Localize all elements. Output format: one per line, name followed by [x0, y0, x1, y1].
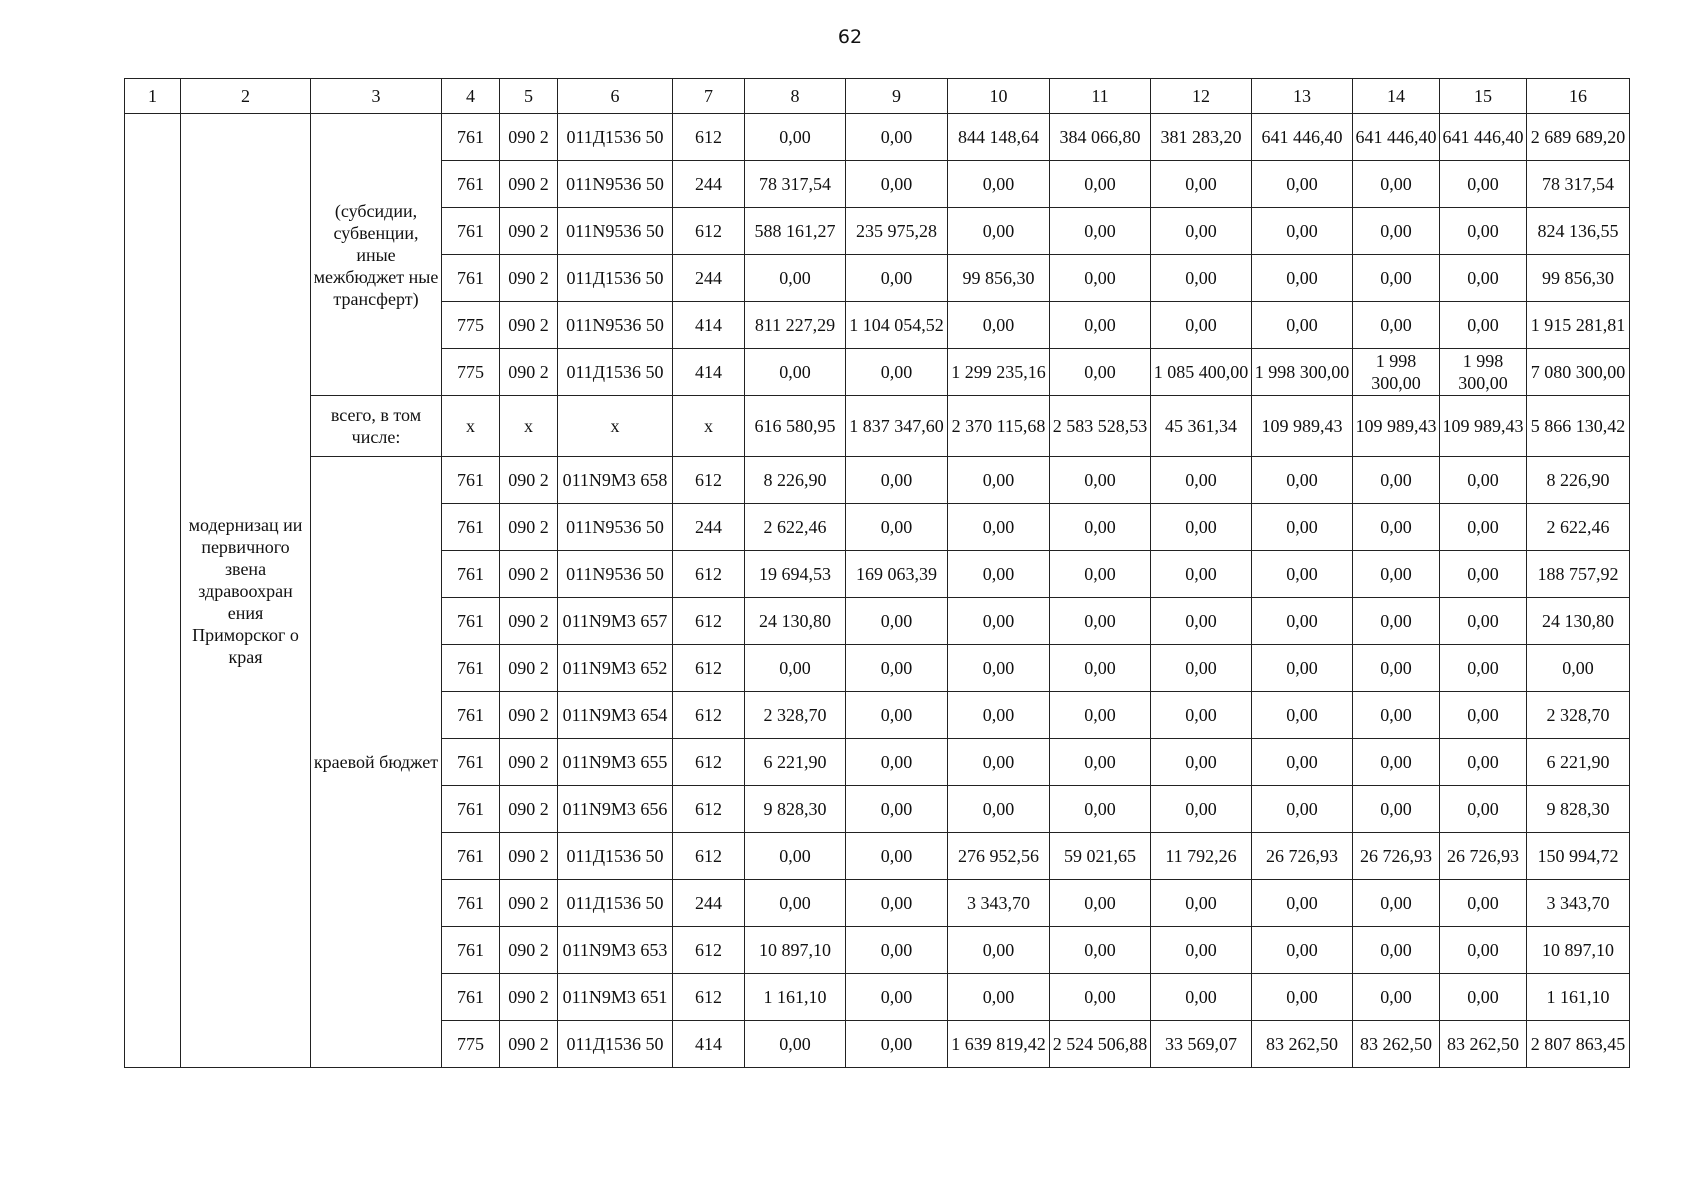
table-cell: 090 2 [500, 598, 558, 645]
table-cell: 011N9536 50 [558, 504, 673, 551]
table-cell: 0,00 [1151, 645, 1252, 692]
table-cell: 612 [673, 692, 745, 739]
table-cell: 0,00 [1151, 786, 1252, 833]
table-cell: 0,00 [1050, 645, 1151, 692]
table-cell: 775 [442, 349, 500, 396]
table-cell: 612 [673, 833, 745, 880]
table-cell: 2 328,70 [1527, 692, 1630, 739]
table-cell: 244 [673, 161, 745, 208]
table-cell: 2 622,46 [1527, 504, 1630, 551]
table-cell: 0,00 [1440, 504, 1527, 551]
table-cell: 0,00 [948, 302, 1050, 349]
table-cell: 011Д1536 50 [558, 880, 673, 927]
table-cell: 1 998 300,00 [1252, 349, 1353, 396]
table-cell: 0,00 [846, 504, 948, 551]
table-cell: 0,00 [846, 114, 948, 161]
table-cell: 1 161,10 [745, 974, 846, 1021]
table-cell: 761 [442, 927, 500, 974]
table-cell: 2 328,70 [745, 692, 846, 739]
table-cell: 2 370 115,68 [948, 396, 1050, 457]
table-cell: 7 080 300,00 [1527, 349, 1630, 396]
table-cell: 244 [673, 255, 745, 302]
table-cell: 090 2 [500, 302, 558, 349]
table-cell: 761 [442, 457, 500, 504]
table-cell: 78 317,54 [745, 161, 846, 208]
table-cell: 0,00 [1252, 504, 1353, 551]
table-cell: 1 998 300,00 [1353, 349, 1440, 396]
table-cell: 761 [442, 208, 500, 255]
table-cell: 10 897,10 [745, 927, 846, 974]
header-cell: 12 [1151, 79, 1252, 114]
header-cell: 4 [442, 79, 500, 114]
table-cell: 761 [442, 786, 500, 833]
table-cell: 0,00 [1252, 927, 1353, 974]
table-cell: 9 828,30 [1527, 786, 1630, 833]
source-label-regional: краевой бюджет [311, 457, 442, 1068]
table-cell: 0,00 [745, 349, 846, 396]
table-cell: 0,00 [1353, 208, 1440, 255]
table-cell: 090 2 [500, 208, 558, 255]
header-cell: 15 [1440, 79, 1527, 114]
header-cell: 7 [673, 79, 745, 114]
table-cell: 761 [442, 161, 500, 208]
table-cell: 761 [442, 833, 500, 880]
table-cell: 761 [442, 551, 500, 598]
table-cell: 011N9M3 653 [558, 927, 673, 974]
table-cell: 26 726,93 [1252, 833, 1353, 880]
table-cell: x [442, 396, 500, 457]
table-cell: 45 361,34 [1151, 396, 1252, 457]
header-cell: 16 [1527, 79, 1630, 114]
total-row [125, 396, 1630, 457]
table-cell: 0,00 [1151, 504, 1252, 551]
table-cell: 0,00 [1050, 208, 1151, 255]
table-cell: 0,00 [948, 739, 1050, 786]
table-cell: 011Д1536 50 [558, 349, 673, 396]
table-cell: 83 262,50 [1440, 1021, 1527, 1068]
table-cell: 612 [673, 598, 745, 645]
table-cell: 761 [442, 645, 500, 692]
table-cell: 0,00 [1252, 255, 1353, 302]
table-cell: 0,00 [1440, 880, 1527, 927]
table-cell: 1 299 235,16 [948, 349, 1050, 396]
table-cell: 616 580,95 [745, 396, 846, 457]
table-cell: 2 689 689,20 [1527, 114, 1630, 161]
table-cell: 0,00 [1252, 739, 1353, 786]
table-cell: 612 [673, 645, 745, 692]
table-cell: 5 866 130,42 [1527, 396, 1630, 457]
table-cell: 0,00 [1353, 739, 1440, 786]
table-cell: 1 085 400,00 [1151, 349, 1252, 396]
table-cell: 090 2 [500, 161, 558, 208]
table-cell: 1 639 819,42 [948, 1021, 1050, 1068]
table-cell: 2 524 506,88 [1050, 1021, 1151, 1068]
table-row [125, 114, 1630, 161]
table-cell: 3 343,70 [1527, 880, 1630, 927]
table-cell: 0,00 [1151, 302, 1252, 349]
table-cell: 0,00 [1050, 927, 1151, 974]
table-cell: 0,00 [1252, 880, 1353, 927]
table-cell: 244 [673, 504, 745, 551]
table-cell: 090 2 [500, 551, 558, 598]
table-cell: 59 021,65 [1050, 833, 1151, 880]
table-cell: 381 283,20 [1151, 114, 1252, 161]
table-cell: 0,00 [846, 645, 948, 692]
table-cell: 0,00 [1353, 974, 1440, 1021]
table-cell: 011N9536 50 [558, 551, 673, 598]
table-cell: 761 [442, 598, 500, 645]
table-cell: 0,00 [846, 161, 948, 208]
table-cell: 26 726,93 [1353, 833, 1440, 880]
table-cell: 1 915 281,81 [1527, 302, 1630, 349]
table-cell: 011N9M3 656 [558, 786, 673, 833]
header-row [125, 79, 1630, 114]
header-cell: 8 [745, 79, 846, 114]
table-cell: 0,00 [1440, 302, 1527, 349]
table-cell: 641 446,40 [1353, 114, 1440, 161]
table-cell: 0,00 [846, 739, 948, 786]
table-cell: 0,00 [1252, 161, 1353, 208]
table-cell: 0,00 [1151, 880, 1252, 927]
table-cell: 0,00 [948, 692, 1050, 739]
table-cell: 1 837 347,60 [846, 396, 948, 457]
table-cell: 0,00 [948, 598, 1050, 645]
header-cell: 2 [181, 79, 311, 114]
table-cell: 811 227,29 [745, 302, 846, 349]
table-cell: 8 226,90 [1527, 457, 1630, 504]
table-cell: 0,00 [1252, 974, 1353, 1021]
table-cell: 090 2 [500, 504, 558, 551]
table-cell: 2 807 863,45 [1527, 1021, 1630, 1068]
table-cell: 0,00 [1353, 302, 1440, 349]
table-cell: 0,00 [846, 1021, 948, 1068]
table-cell: 011Д1536 50 [558, 114, 673, 161]
table-cell: 414 [673, 302, 745, 349]
table-cell: 011N9M3 658 [558, 457, 673, 504]
table-cell: 0,00 [1050, 161, 1151, 208]
table-cell: 090 2 [500, 833, 558, 880]
table-cell: 11 792,26 [1151, 833, 1252, 880]
table-cell: 0,00 [1050, 974, 1151, 1021]
table-cell: 384 066,80 [1050, 114, 1151, 161]
table-cell: 0,00 [1440, 692, 1527, 739]
table-cell: 612 [673, 551, 745, 598]
table-cell: 612 [673, 114, 745, 161]
header-cell: 1 [125, 79, 181, 114]
table-cell: 090 2 [500, 692, 558, 739]
table-cell: 1 104 054,52 [846, 302, 948, 349]
table-cell: 78 317,54 [1527, 161, 1630, 208]
table-cell: 0,00 [948, 208, 1050, 255]
table-cell: 414 [673, 349, 745, 396]
table-cell: 0,00 [948, 504, 1050, 551]
table-cell: 24 130,80 [1527, 598, 1630, 645]
table-cell: 0,00 [846, 349, 948, 396]
table-cell: 0,00 [1353, 598, 1440, 645]
table-cell: 0,00 [1440, 255, 1527, 302]
table-cell: 0,00 [1151, 551, 1252, 598]
table-cell: 2 622,46 [745, 504, 846, 551]
table-cell: 612 [673, 739, 745, 786]
table-cell: 0,00 [1440, 457, 1527, 504]
header-cell: 11 [1050, 79, 1151, 114]
table-cell: 011N9M3 655 [558, 739, 673, 786]
measure-name: модернизац ии первичного звена здравоохран ения Приморског о края [181, 114, 311, 1068]
table-body [125, 114, 1630, 1068]
table-cell: 0,00 [1252, 208, 1353, 255]
table-cell: 83 262,50 [1252, 1021, 1353, 1068]
table-cell: 612 [673, 457, 745, 504]
table-cell: 0,00 [1353, 880, 1440, 927]
table-cell: 761 [442, 880, 500, 927]
table-cell: 844 148,64 [948, 114, 1050, 161]
table-cell: 0,00 [1252, 551, 1353, 598]
table-cell: 0,00 [745, 1021, 846, 1068]
table-cell: 0,00 [948, 551, 1050, 598]
table-cell: 090 2 [500, 1021, 558, 1068]
table-cell: 0,00 [846, 457, 948, 504]
table-cell: 0,00 [948, 161, 1050, 208]
header-cell: 13 [1252, 79, 1353, 114]
table-row [125, 457, 1630, 504]
table-cell: 090 2 [500, 974, 558, 1021]
table-cell: 0,00 [846, 880, 948, 927]
table-cell: 276 952,56 [948, 833, 1050, 880]
table-cell: 0,00 [846, 692, 948, 739]
table-cell: 0,00 [745, 645, 846, 692]
table-cell: 0,00 [1353, 457, 1440, 504]
table-cell: 011N9536 50 [558, 161, 673, 208]
table-cell: 0,00 [1252, 457, 1353, 504]
row-number-cell [125, 114, 181, 1068]
table-cell: 011Д1536 50 [558, 833, 673, 880]
table-cell: 0,00 [1050, 349, 1151, 396]
table-cell: 612 [673, 927, 745, 974]
table-cell: 0,00 [1050, 302, 1151, 349]
table-cell: 011N9536 50 [558, 208, 673, 255]
source-label-transfers: (субсидии, субвенции, иные межбюджет ные трансферт) [311, 114, 442, 396]
table-cell: 0,00 [1151, 739, 1252, 786]
table-cell: 612 [673, 974, 745, 1021]
table-cell: 641 446,40 [1440, 114, 1527, 161]
table-cell: 0,00 [948, 645, 1050, 692]
table-cell: 169 063,39 [846, 551, 948, 598]
table-cell: 0,00 [1050, 504, 1151, 551]
table-cell: 109 989,43 [1440, 396, 1527, 457]
table-cell: 0,00 [1050, 551, 1151, 598]
table-cell: 0,00 [1151, 255, 1252, 302]
table-cell: 761 [442, 739, 500, 786]
table-cell: 090 2 [500, 349, 558, 396]
table-cell: 090 2 [500, 927, 558, 974]
table-cell: 011N9M3 652 [558, 645, 673, 692]
table-cell: 761 [442, 255, 500, 302]
table-cell: 761 [442, 114, 500, 161]
table-cell: 011N9536 50 [558, 302, 673, 349]
table-cell: 011Д1536 50 [558, 1021, 673, 1068]
table-cell: 0,00 [1353, 255, 1440, 302]
table-cell: 0,00 [1050, 598, 1151, 645]
page-number: 62 [837, 26, 863, 48]
table-cell: 0,00 [846, 927, 948, 974]
table-cell: 0,00 [1440, 208, 1527, 255]
table-cell: 0,00 [745, 880, 846, 927]
table-cell: 24 130,80 [745, 598, 846, 645]
table-cell: 0,00 [1353, 551, 1440, 598]
table-cell: 0,00 [1050, 880, 1151, 927]
table-cell: 090 2 [500, 255, 558, 302]
table-cell: 011N9M3 654 [558, 692, 673, 739]
table-cell: 0,00 [1050, 786, 1151, 833]
table-cell: 414 [673, 1021, 745, 1068]
table-cell: 0,00 [1151, 208, 1252, 255]
table-cell: 0,00 [1252, 302, 1353, 349]
table-cell: 99 856,30 [948, 255, 1050, 302]
table-cell: 9 828,30 [745, 786, 846, 833]
table-cell: 0,00 [745, 114, 846, 161]
table-cell: x [500, 396, 558, 457]
table-cell: 0,00 [1151, 927, 1252, 974]
table-cell: 0,00 [1440, 739, 1527, 786]
table-cell: 0,00 [846, 786, 948, 833]
table-cell: 0,00 [948, 927, 1050, 974]
table-cell: 0,00 [948, 786, 1050, 833]
table-cell: 0,00 [1151, 692, 1252, 739]
table-cell: 0,00 [1353, 692, 1440, 739]
table-cell: 0,00 [1252, 598, 1353, 645]
table-cell: 0,00 [1252, 786, 1353, 833]
source-label-total: всего, в том числе: [311, 396, 442, 457]
header-cell: 9 [846, 79, 948, 114]
table-cell: 0,00 [1252, 645, 1353, 692]
table-cell: 150 994,72 [1527, 833, 1630, 880]
table-cell: 244 [673, 880, 745, 927]
table-cell: 0,00 [1151, 161, 1252, 208]
table-cell: 0,00 [1050, 692, 1151, 739]
table-cell: 0,00 [1151, 598, 1252, 645]
table-cell: 761 [442, 504, 500, 551]
header-cell: 6 [558, 79, 673, 114]
table-cell: 761 [442, 974, 500, 1021]
table-cell: 090 2 [500, 786, 558, 833]
table-cell: 011N9M3 657 [558, 598, 673, 645]
table-cell: 10 897,10 [1527, 927, 1630, 974]
budget-table [124, 78, 1630, 1068]
table-cell: 3 343,70 [948, 880, 1050, 927]
table-cell: 0,00 [1527, 645, 1630, 692]
table-cell: 090 2 [500, 114, 558, 161]
table-cell: 6 221,90 [745, 739, 846, 786]
table-cell: 0,00 [948, 974, 1050, 1021]
table-cell: 090 2 [500, 739, 558, 786]
table-cell: 011N9M3 651 [558, 974, 673, 1021]
header-cell: 3 [311, 79, 442, 114]
table-cell: x [673, 396, 745, 457]
table-cell: 761 [442, 692, 500, 739]
table-cell: 0,00 [1050, 457, 1151, 504]
table-cell: 109 989,43 [1252, 396, 1353, 457]
table-cell: 0,00 [1151, 974, 1252, 1021]
table-cell: 26 726,93 [1440, 833, 1527, 880]
table-cell: 0,00 [1050, 739, 1151, 786]
table-cell: 0,00 [1440, 551, 1527, 598]
table-cell: 775 [442, 302, 500, 349]
table-cell: 0,00 [1440, 927, 1527, 974]
table-cell: 612 [673, 786, 745, 833]
table-cell: 0,00 [948, 457, 1050, 504]
table-cell: 0,00 [1050, 255, 1151, 302]
table-cell: 235 975,28 [846, 208, 948, 255]
table-cell: 6 221,90 [1527, 739, 1630, 786]
table-cell: x [558, 396, 673, 457]
table-cell: 0,00 [1252, 692, 1353, 739]
table-cell: 641 446,40 [1252, 114, 1353, 161]
table-cell: 775 [442, 1021, 500, 1068]
table-cell: 588 161,27 [745, 208, 846, 255]
table-cell: 19 694,53 [745, 551, 846, 598]
table-cell: 0,00 [745, 255, 846, 302]
table-cell: 33 569,07 [1151, 1021, 1252, 1068]
table-cell: 0,00 [1440, 161, 1527, 208]
table-cell: 0,00 [1440, 974, 1527, 1021]
table-cell: 011Д1536 50 [558, 255, 673, 302]
table-cell: 188 757,92 [1527, 551, 1630, 598]
table-cell: 0,00 [1353, 504, 1440, 551]
table-cell: 0,00 [846, 833, 948, 880]
header-cell: 14 [1353, 79, 1440, 114]
table-cell: 0,00 [846, 974, 948, 1021]
table-cell: 83 262,50 [1353, 1021, 1440, 1068]
table-cell: 0,00 [1353, 786, 1440, 833]
table-cell: 0,00 [1353, 927, 1440, 974]
header-cell: 10 [948, 79, 1050, 114]
table-cell: 0,00 [1353, 645, 1440, 692]
table-cell: 109 989,43 [1353, 396, 1440, 457]
table-cell: 99 856,30 [1527, 255, 1630, 302]
table-cell: 0,00 [1353, 161, 1440, 208]
table-cell: 2 583 528,53 [1050, 396, 1151, 457]
table-cell: 612 [673, 208, 745, 255]
table-cell: 0,00 [846, 255, 948, 302]
table-cell: 0,00 [1151, 457, 1252, 504]
table-cell: 824 136,55 [1527, 208, 1630, 255]
table-cell: 0,00 [1440, 598, 1527, 645]
header-cell: 5 [500, 79, 558, 114]
table-cell: 090 2 [500, 880, 558, 927]
table-cell: 1 161,10 [1527, 974, 1630, 1021]
table-cell: 1 998 300,00 [1440, 349, 1527, 396]
table-cell: 0,00 [846, 598, 948, 645]
table-cell: 0,00 [1440, 645, 1527, 692]
table-cell: 090 2 [500, 457, 558, 504]
table-cell: 0,00 [1440, 786, 1527, 833]
table-cell: 8 226,90 [745, 457, 846, 504]
table-cell: 0,00 [745, 833, 846, 880]
table-cell: 090 2 [500, 645, 558, 692]
